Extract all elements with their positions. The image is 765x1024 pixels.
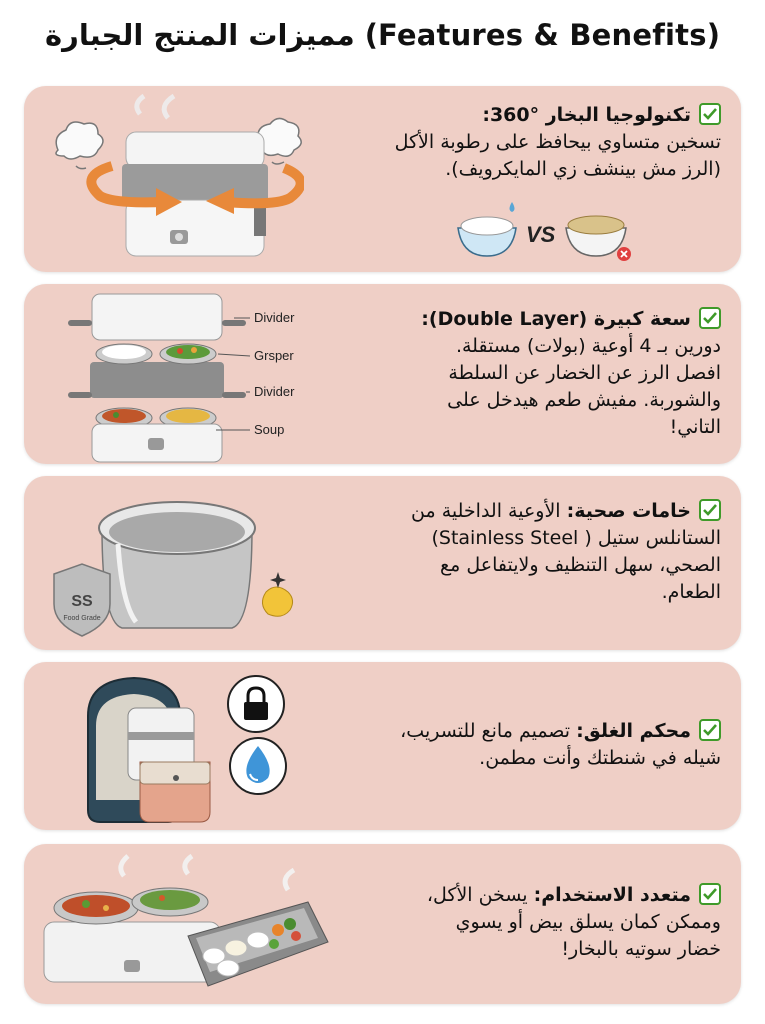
feature-card-materials xyxy=(24,476,741,650)
vs-icon: VS xyxy=(526,222,556,247)
steel-bowl-icon xyxy=(99,502,255,628)
feature-text xyxy=(341,498,721,606)
feature-card-capacity xyxy=(24,284,741,464)
feature-line: الأوعية الداخلية من xyxy=(411,500,561,522)
water-drop-icon xyxy=(230,738,286,794)
moist-rice-bowl-icon xyxy=(458,202,516,256)
check-icon xyxy=(699,103,721,125)
feature-line: الستانلس ستيل ( Stainless Steel) xyxy=(431,527,721,549)
feature-line: دورين بـ 4 أوعية (بولات) مستقلة. xyxy=(455,335,721,357)
feature-card-leakproof xyxy=(24,662,741,830)
check-icon xyxy=(699,883,721,905)
dry-rice-bowl-icon xyxy=(566,216,631,261)
feature-text xyxy=(331,718,721,772)
page-title: مميزات المنتج الجبارة (Features & Benefits) xyxy=(45,18,720,52)
backpack-icon xyxy=(88,678,210,822)
feature-card-steam xyxy=(24,86,741,272)
feature-heading: سعة كبيرة (Double Layer): xyxy=(421,308,691,330)
feature-line: شيله في شنطتك وأنت مطمن. xyxy=(479,747,721,769)
layers-diagram xyxy=(64,288,364,464)
feature-text xyxy=(311,102,721,183)
feature-line: التاني! xyxy=(669,416,721,438)
feature-heading: محكم الغلق: xyxy=(576,720,691,742)
feature-line: الصحي، سهل التنظيف ولايتفاعل مع xyxy=(440,554,721,576)
svg-text:Food Grade: Food Grade xyxy=(63,615,101,622)
sponge-icon xyxy=(262,572,292,616)
feature-text xyxy=(351,306,721,441)
feature-line: (الرز مش بينشف زي المايكرويف). xyxy=(445,158,721,180)
lunchbox-steam-illustration xyxy=(44,92,304,268)
check-icon xyxy=(699,719,721,741)
feature-line: والشوربة. مفيش طعم هيدخل على xyxy=(447,389,721,411)
diagram-label: Soup xyxy=(254,422,285,437)
check-icon xyxy=(699,499,721,521)
steamer-illustration xyxy=(38,850,338,998)
rice-comparison xyxy=(454,198,644,268)
feature-line: افصل الرز عن الخضار عن السلطة xyxy=(448,362,721,384)
feature-text xyxy=(341,882,721,963)
feature-line: خضار سوتيه بالبخار! xyxy=(561,938,721,960)
feature-heading: متعدد الاستخدام: xyxy=(533,884,691,906)
steel-bowl-illustration xyxy=(44,484,304,644)
diagram-label: Divider xyxy=(254,310,295,325)
diagram-label: Divider xyxy=(254,384,295,399)
feature-line: يسخن الأكل، xyxy=(426,884,528,906)
diagram-label: Grsper xyxy=(254,348,294,363)
lock-icon xyxy=(228,676,284,732)
check-icon xyxy=(699,307,721,329)
svg-text:SS: SS xyxy=(71,593,93,610)
feature-line: تسخين متساوي بيحافظ على رطوبة الأكل xyxy=(394,131,721,153)
steamed-eggs-tray-icon xyxy=(188,902,328,986)
backpack-illustration xyxy=(64,668,304,828)
feature-heading: خامات صحية: xyxy=(566,500,691,522)
feature-line: تصميم مانع للتسريب، xyxy=(400,720,571,742)
feature-line: الطعام. xyxy=(661,581,721,603)
shield-badge-icon xyxy=(54,564,110,636)
feature-heading: تكنولوجيا البخار °360: xyxy=(482,104,691,126)
feature-card-multiuse xyxy=(24,844,741,1004)
feature-line: وممكن كمان يسلق بيض أو يسوي xyxy=(455,911,721,933)
